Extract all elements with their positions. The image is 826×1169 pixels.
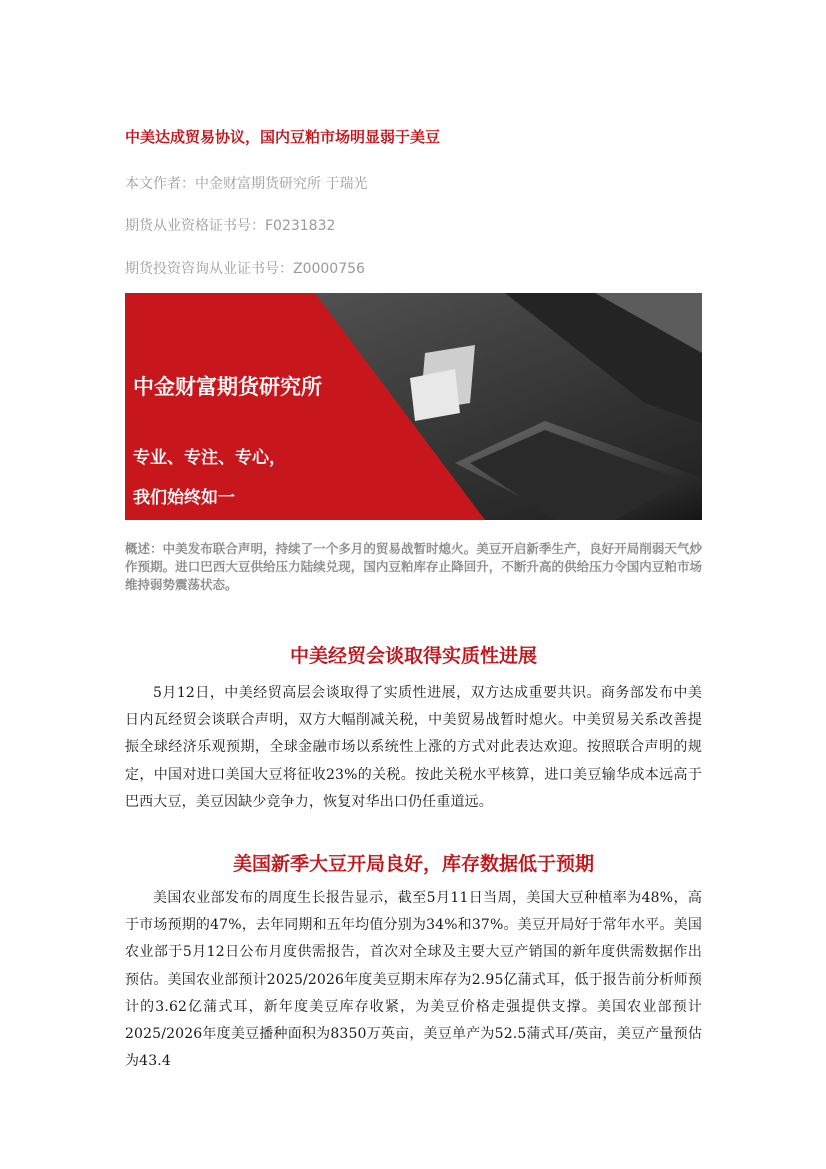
banner-slogan-line1: 专业、专注、专心，	[133, 448, 286, 468]
banner-image	[125, 293, 702, 520]
summary-paragraph: 概述：中美发布联合声明，持续了一个多月的贸易战暂时熄火。美豆开启新季生产，良好开局削弱天气炒作预期。进口巴西大豆供给压力陆续兑现，国内豆粕库存止降回升，不断升高的供给压力令国内豆粕市场维持弱势震荡状态。	[125, 541, 702, 592]
qualification-certificate: 期货从业资格证书号：F0231832	[125, 218, 336, 234]
banner-org-name: 中金财富期货研究所	[133, 375, 322, 399]
article-title: 中美达成贸易协议，国内豆粕市场明显弱于美豆	[125, 128, 441, 146]
consulting-certificate: 期货投资咨询从业证书号：Z0000756	[125, 261, 365, 277]
section-heading-trade-talks: 中美经贸会谈取得实质性进展	[289, 645, 537, 667]
section-paragraph-trade-talks: 5月12日，中美经贸高层会谈取得了实质性进展，双方达成重要共识。商务部发布中美日内瓦经贸会谈联合声明，双方大幅削减关税，中美贸易战暂时熄火。中美贸易关系改善提振全球经济乐观预期，全球金融市场以系统性上涨的方式对此表达欢迎。按照联合声明的规定，中国对进口美国大豆将征收23%的关税。按此关税水平核算，进口美豆输华成本远高于巴西大豆，美豆因缺少竞争力，恢复对华出口仍任重道远。	[125, 685, 702, 810]
section-heading-us-soybean: 美国新季大豆开局良好，库存数据低于预期	[232, 853, 594, 875]
banner-slogan-line2: 我们始终如一	[133, 488, 235, 508]
author-line: 本文作者：中金财富期货研究所 于瑞光	[125, 176, 368, 192]
section-paragraph-us-soybean: 美国农业部发布的周度生长报告显示，截至5月11日当周，美国大豆种植率为48%，高于市场预期的47%，去年同期和五年均值分别为34%和37%。美豆开局好于常年水平。美国农业部于5月12日公布月度供需报告，首次对全球及主要大豆产销国的新年度供需数据作出预估。美国农业部预计2025/2026年度美豆期末库存为2.95亿蒲式耳，低于报告前分析师预计的3.62亿蒲式耳，新年度美豆库存收紧，为美豆价格走强提供支撑。美国农业部预计2025/2026年度美豆播种面积为8350万英亩，美豆单产为52.5蒲式耳/英亩，美豆产量预估为43.4	[125, 890, 702, 1070]
